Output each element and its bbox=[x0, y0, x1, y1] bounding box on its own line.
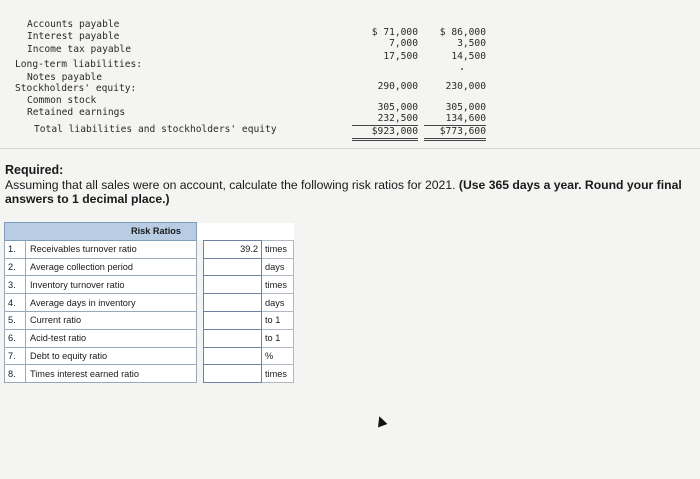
unit-label: times bbox=[262, 276, 294, 294]
bs-value-interest-payable-2020: 3,500 bbox=[457, 38, 486, 49]
bs-label-retained-earnings: Retained earnings bbox=[27, 107, 126, 118]
table-row bbox=[5, 240, 294, 258]
unit-label: to 1 bbox=[262, 329, 294, 347]
bs-label-stockholders-equity: Stockholders' equity: bbox=[15, 83, 137, 94]
bs-label-common-stock: Common stock bbox=[27, 95, 97, 106]
answer-input-inventory-turnover[interactable] bbox=[204, 276, 262, 294]
bs-dot-mark bbox=[461, 68, 463, 70]
bs-value-interest-payable-2021: 7,000 bbox=[389, 38, 418, 49]
row-number: 1. bbox=[5, 240, 26, 258]
table-row bbox=[5, 258, 294, 276]
row-label: Average collection period bbox=[26, 258, 197, 276]
row-label: Acid-test ratio bbox=[26, 329, 197, 347]
answer-input-receivables-turnover[interactable]: 39.2 bbox=[204, 240, 262, 258]
bs-value-notes-payable-2020: 230,000 bbox=[445, 81, 486, 92]
unit-label: times bbox=[262, 240, 294, 258]
bs-label-income-tax-payable: Income tax payable bbox=[27, 44, 131, 55]
bs-value-accounts-payable-2021: $ 71,000 bbox=[371, 27, 418, 38]
row-label: Receivables turnover ratio bbox=[26, 240, 197, 258]
required-text: Assuming that all sales were on account, calculate the following risk ratios for 2021. bbox=[5, 178, 456, 192]
bs-value-total-2020: $773,600 bbox=[424, 126, 486, 141]
row-number: 6. bbox=[5, 329, 26, 347]
table-row bbox=[5, 311, 294, 329]
section-divider bbox=[0, 148, 700, 149]
required-bold-note: (Use 365 days a year. Round your final answers to 1 decimal place.) bbox=[5, 178, 682, 206]
table-row bbox=[5, 365, 294, 383]
answer-input-debt-to-equity[interactable] bbox=[204, 347, 262, 365]
table-row bbox=[5, 294, 294, 312]
bs-value-retained-earnings-2021: 232,500 bbox=[352, 113, 418, 126]
row-number: 2. bbox=[5, 258, 26, 276]
bs-value-common-stock-2020: 305,000 bbox=[445, 102, 486, 113]
bs-label-notes-payable: Notes payable bbox=[27, 72, 103, 83]
row-number: 4. bbox=[5, 294, 26, 312]
bs-label-interest-payable: Interest payable bbox=[27, 31, 120, 42]
row-label: Average days in inventory bbox=[26, 294, 197, 312]
unit-label: times bbox=[262, 365, 294, 383]
answer-input-current-ratio[interactable] bbox=[204, 311, 262, 329]
risk-ratios-table bbox=[4, 222, 294, 383]
bs-value-total-2021: $923,000 bbox=[352, 126, 418, 141]
table-row bbox=[5, 329, 294, 347]
row-number: 8. bbox=[5, 365, 26, 383]
bs-value-income-tax-payable-2021: 17,500 bbox=[383, 51, 418, 62]
unit-label: days bbox=[262, 258, 294, 276]
bs-value-accounts-payable-2020: $ 86,000 bbox=[439, 27, 486, 38]
required-instructions bbox=[5, 178, 695, 206]
table-row bbox=[5, 347, 294, 365]
unit-label: to 1 bbox=[262, 311, 294, 329]
required-heading: Required: bbox=[5, 163, 64, 177]
row-number: 5. bbox=[5, 311, 26, 329]
unit-label: days bbox=[262, 294, 294, 312]
row-label: Current ratio bbox=[26, 311, 197, 329]
answer-input-average-collection-period[interactable] bbox=[204, 258, 262, 276]
row-number: 7. bbox=[5, 347, 26, 365]
row-label: Times interest earned ratio bbox=[26, 365, 197, 383]
bs-label-accounts-payable: Accounts payable bbox=[27, 19, 120, 30]
row-number: 3. bbox=[5, 276, 26, 294]
bs-value-retained-earnings-2020: 134,600 bbox=[424, 113, 486, 126]
bs-label-long-term-liabilities: Long-term liabilities: bbox=[15, 59, 143, 70]
bs-value-notes-payable-2021: 290,000 bbox=[377, 81, 418, 92]
unit-label: % bbox=[262, 347, 294, 365]
mouse-cursor-icon bbox=[375, 415, 388, 428]
row-label: Debt to equity ratio bbox=[26, 347, 197, 365]
table-header-row bbox=[5, 223, 294, 241]
answer-input-acid-test-ratio[interactable] bbox=[204, 329, 262, 347]
risk-ratios-header: Risk Ratios bbox=[5, 223, 197, 241]
row-label: Inventory turnover ratio bbox=[26, 276, 197, 294]
answer-input-average-days-inventory[interactable] bbox=[204, 294, 262, 312]
bs-value-income-tax-payable-2020: 14,500 bbox=[451, 51, 486, 62]
bs-label-total-liabilities-equity: Total liabilities and stockholders' equity bbox=[34, 124, 277, 135]
answer-input-times-interest-earned[interactable] bbox=[204, 365, 262, 383]
table-row bbox=[5, 276, 294, 294]
bs-value-common-stock-2021: 305,000 bbox=[377, 102, 418, 113]
